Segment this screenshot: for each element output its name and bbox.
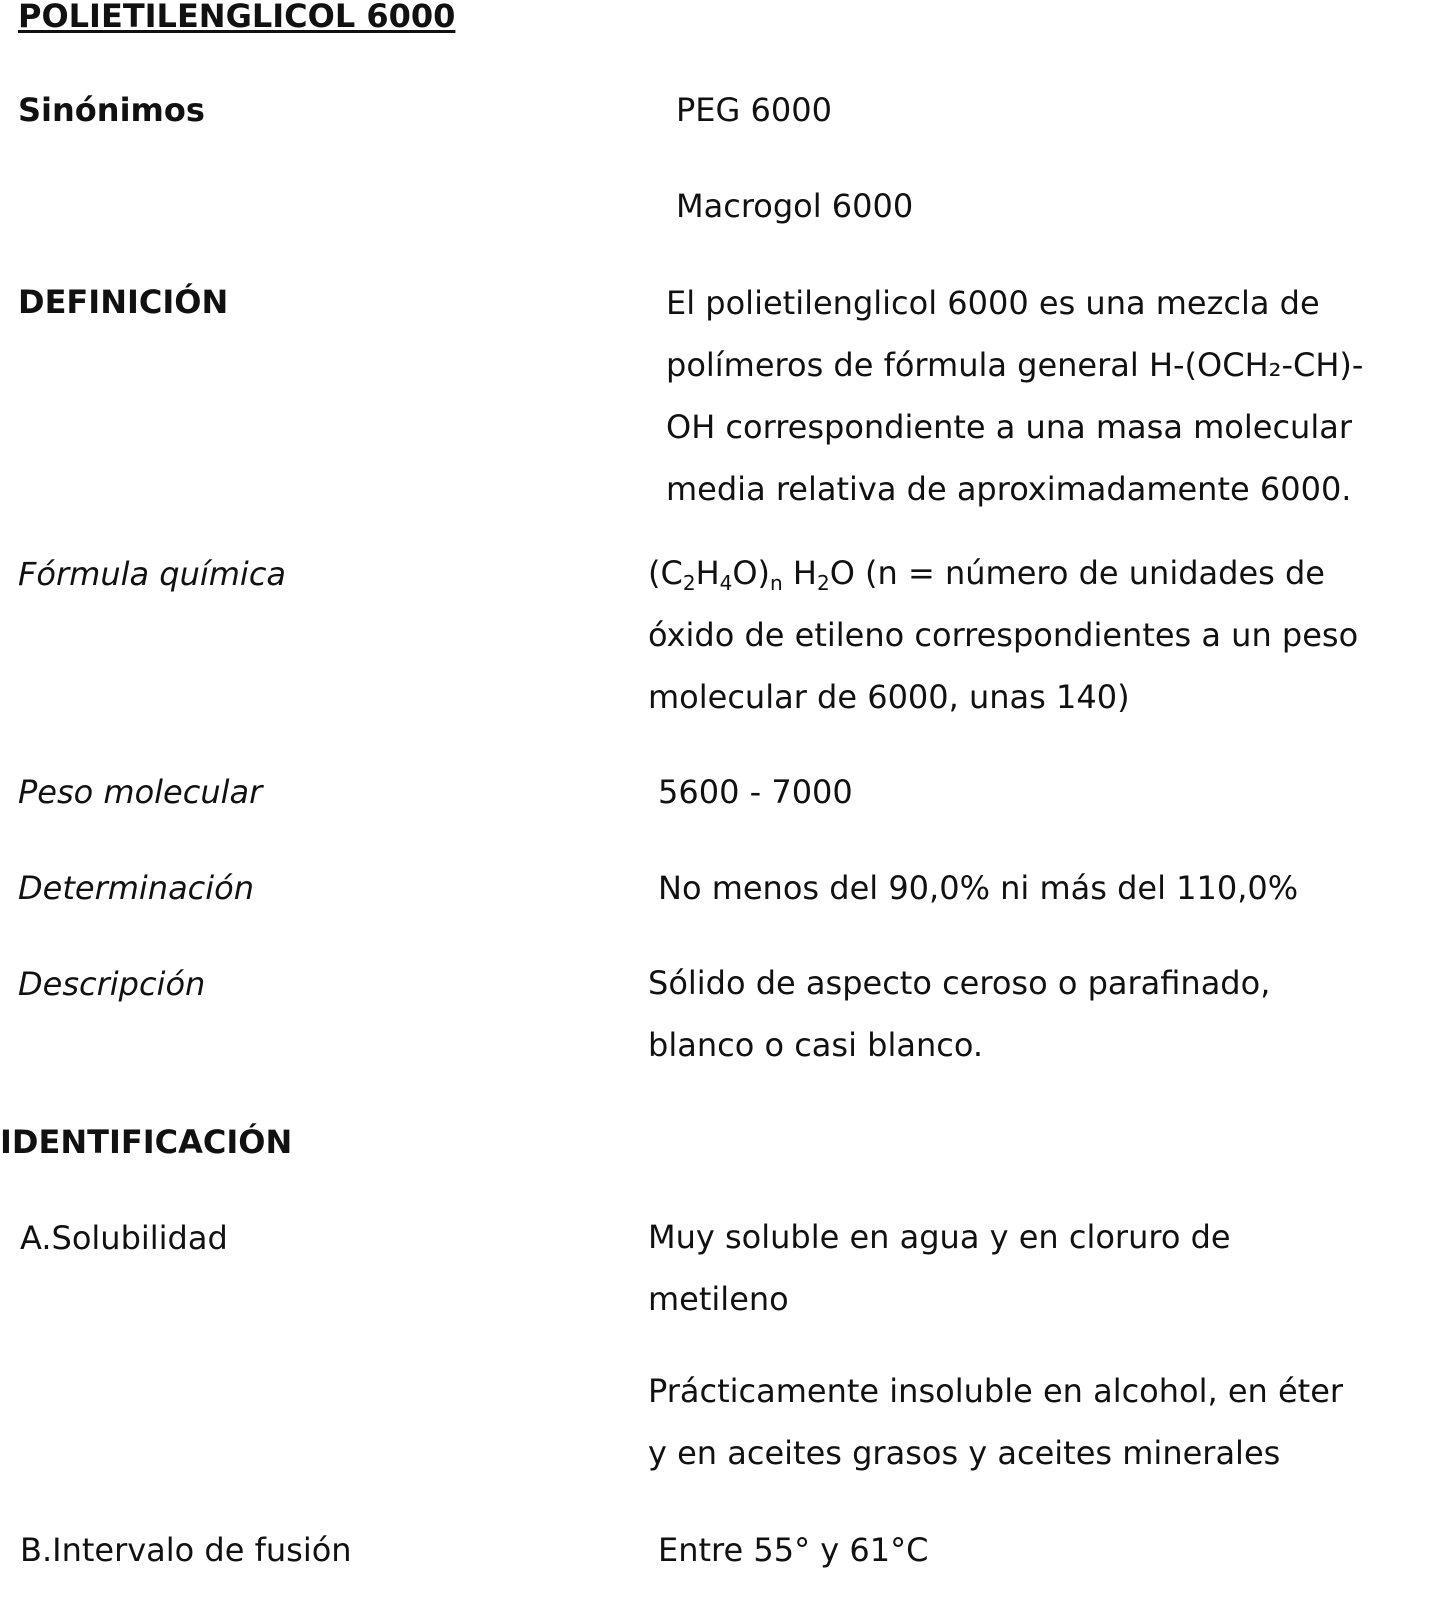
definicion-line: OH correspondiente a una masa molecular — [666, 408, 1352, 446]
formula-line: molecular de 6000, unas 140) — [648, 678, 1130, 716]
descripcion-text — [648, 952, 1382, 1076]
solubilidad-text-1 — [648, 1206, 1382, 1330]
solubilidad-line: Muy soluble en agua y en cloruro de — [648, 1218, 1231, 1256]
descripcion-label: Descripción — [18, 965, 206, 1003]
sinonimo-value-2: Macrogol 6000 — [676, 187, 914, 225]
formula-text — [648, 542, 1382, 728]
solubilidad-label: A.Solubilidad — [20, 1219, 228, 1257]
definicion-label: DEFINICIÓN — [18, 283, 229, 321]
solubilidad-line: Prácticamente insoluble en alcohol, en éter — [648, 1372, 1344, 1410]
determinacion-value: No menos del 90,0% ni más del 110,0% — [658, 869, 1299, 907]
peso-label: Peso molecular — [18, 773, 263, 811]
solubilidad-line: y en aceites grasos y aceites minerales — [648, 1434, 1281, 1472]
formula-line: $(C_2H_4O)_n$ $H_2O$ (n = número de unidades de — [648, 554, 1325, 595]
peso-value: 5600 - 7000 — [658, 773, 853, 811]
sinonimo-value-1: PEG 6000 — [676, 91, 832, 129]
formula-line: óxido de etileno correspondientes a un peso — [648, 616, 1359, 654]
definicion-line: media relativa de aproximadamente 6000. — [666, 470, 1352, 508]
identificacion-heading: IDENTIFICACIÓN — [0, 1123, 293, 1161]
fusion-value: Entre 55° y 61°C — [658, 1531, 929, 1569]
solubilidad-line: metileno — [648, 1280, 789, 1318]
formula-label: Fórmula química — [18, 555, 287, 593]
solubilidad-text-2 — [648, 1360, 1382, 1484]
determinacion-label: Determinación — [18, 869, 255, 907]
definicion-line: polímeros de fórmula general H-(OCH₂-CH)- — [666, 346, 1364, 384]
definicion-text — [666, 272, 1400, 520]
descripcion-line: Sólido de aspecto ceroso o parafinado, — [648, 964, 1271, 1002]
document-title: POLIETILENGLICOL 6000 — [18, 0, 456, 35]
definicion-line: El polietilenglicol 6000 es una mezcla de — [666, 284, 1320, 322]
descripcion-line: blanco o casi blanco. — [648, 1026, 983, 1064]
sinonimos-label: Sinónimos — [18, 91, 205, 129]
fusion-label: B.Intervalo de fusión — [20, 1531, 352, 1569]
